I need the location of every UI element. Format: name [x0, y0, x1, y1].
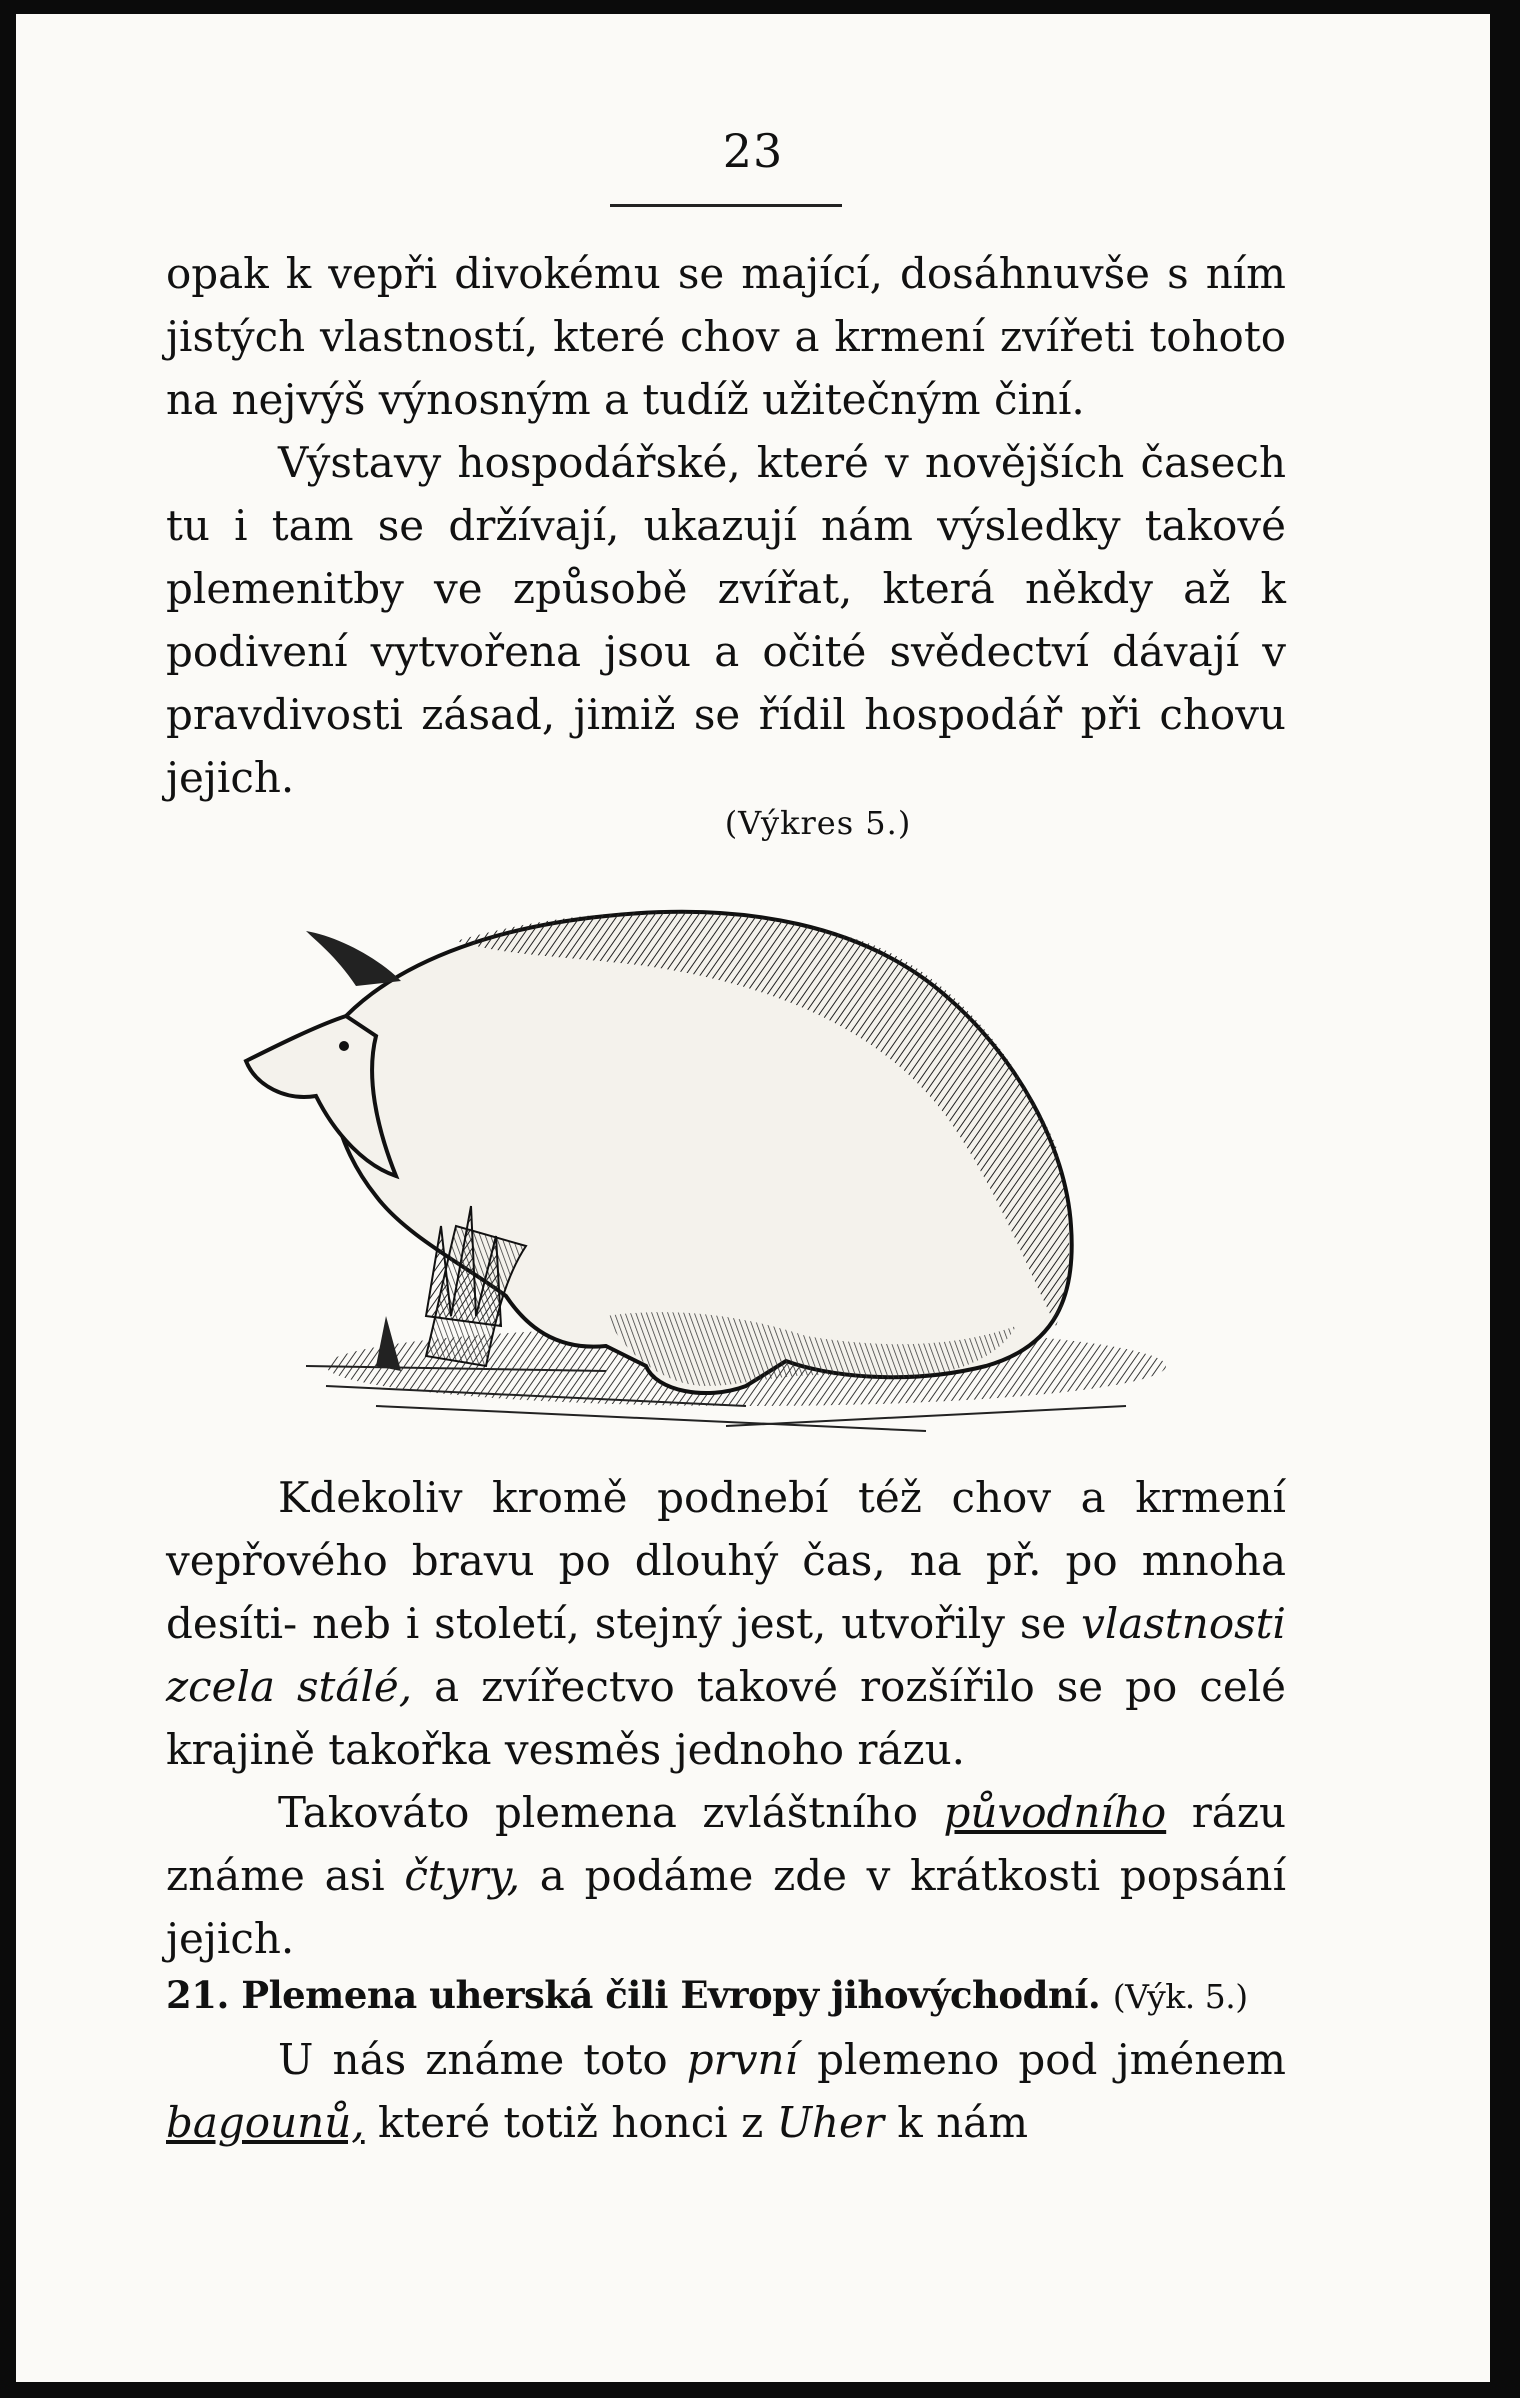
pig-head	[246, 1016, 396, 1176]
page-number: 23	[722, 124, 784, 178]
text-block-top	[166, 242, 1286, 809]
section-heading-ref: (Výk. 5.)	[1112, 1977, 1248, 2016]
paragraph-4-emphasis-1: původního	[943, 1788, 1167, 1837]
section-block	[166, 1964, 1286, 2154]
section-heading	[166, 1964, 1286, 2028]
paragraph-5	[166, 2028, 1286, 2154]
paragraph-3-text-a: Kdekoliv kromě podnebí též chov a krmení vepřového bravu po dlouhý čas, na př. po mnoha desíti- neb i století, stejný jest, utvořily se	[166, 1473, 1286, 1648]
text-block-bottom	[166, 1466, 1286, 1970]
section-heading-title: 21. Plemena uherská čili Evropy jihovýchodní.	[166, 1973, 1101, 2017]
grass-tuft-2	[376, 1316, 401, 1371]
pig-engraving-illustration	[226, 846, 1226, 1476]
paragraph-5-emphasis-1: první	[686, 2035, 798, 2084]
paragraph-5-text-c: které totiž honci z	[364, 2098, 777, 2147]
pig-ear	[306, 931, 401, 986]
paragraph-5-emphasis-2: bagounů,	[166, 2098, 365, 2147]
paragraph-3-emphasis: vlastnosti zcela stálé,	[166, 1599, 1286, 1711]
paragraph-5-text-d: k nám	[883, 2098, 1029, 2147]
pig-eye	[339, 1041, 349, 1051]
paragraph-2: Výstavy hospodářské, které v novějších časech tu i tam se držívají, ukazují nám výsledky takové plemenitby ve způsobě zvířat, která někdy až k podivení vytvořena jsou a očité svědectví dávají v pravdivosti zásad, jimiž se řídil hospodář při chovu jejich.	[166, 438, 1286, 802]
book-page	[16, 14, 1490, 2382]
paragraph-4-emphasis-2: čtyry,	[404, 1851, 521, 1900]
figure-caption: (Výkres 5.)	[724, 804, 912, 842]
header-rule	[610, 204, 842, 207]
paragraph-3-text-b: a zvířectvo takové rozšířilo se po celé krajině takořka vesměs jednoho rázu.	[166, 1662, 1286, 1774]
paragraph-4	[166, 1781, 1286, 1970]
paragraph-5-text-a: U nás známe toto	[278, 2035, 687, 2084]
paragraph-4-text-c: a podáme zde v krátkosti popsání jejich.	[166, 1851, 1286, 1963]
paragraph-5-emphasis-3: Uher	[776, 2098, 884, 2147]
paragraph-3	[166, 1466, 1286, 1781]
paragraph-5-text-b: plemeno pod jménem	[797, 2035, 1286, 2084]
paragraph-4-text-a: Takováto plemena zvláštního	[278, 1788, 944, 1837]
paragraph-1: opak k vepři divokému se mající, dosáhnuvše s ním jistých vlastností, které chov a krmení zvířeti tohoto na nejvýš výnosným a tudíž užitečným činí.	[166, 249, 1286, 424]
paragraph-4-text-b: rázu známe asi	[166, 1788, 1286, 1900]
